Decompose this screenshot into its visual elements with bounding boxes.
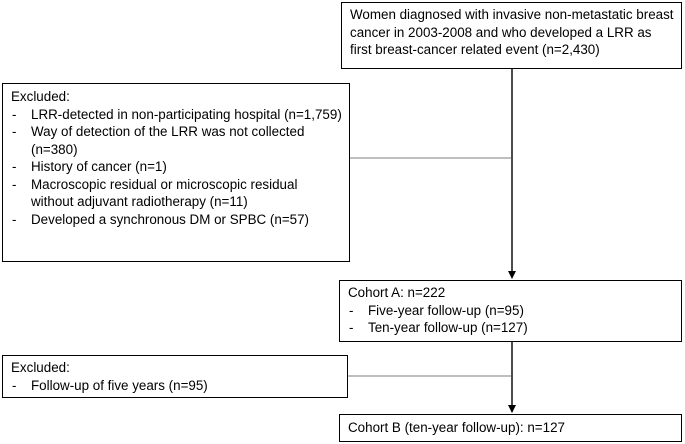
exclusion-item: - Developed a synchronous DM or SPBC (n=57) — [12, 211, 309, 227]
cohort-b-box — [339, 414, 682, 442]
exclusion-item: - Way of detection of the LRR was not collected (n=380) — [12, 124, 305, 157]
cohort-a-box — [339, 280, 682, 342]
exclusion-1-title: Excluded: — [11, 89, 70, 104]
population-text: Women diagnosed with invasive non-metastatic breast cancer in 2003-2008 and who developed a LRR as first breast-cancer related event (n=2,430) — [350, 7, 674, 57]
cohort-b-title: Cohort B (ten-year follow-up): n=127 — [348, 420, 565, 435]
exclusion-2-list — [11, 377, 341, 395]
exclusion-item: - Follow-up of five years (n=95) — [12, 377, 208, 393]
population-box — [341, 2, 682, 69]
exclusion-item: - History of cancer (n=1) — [12, 159, 167, 174]
cohort-a-title: Cohort A: n=222 — [348, 285, 446, 300]
exclusion-box-2 — [2, 355, 348, 398]
exclusion-item: - LRR-detected in non-participating hospital (n=1,759) — [12, 106, 342, 122]
exclusion-2-title: Excluded: — [11, 360, 70, 375]
exclusion-1-list — [11, 106, 343, 229]
exclusion-item: - Macroscopic residual or microscopic residual without adjuvant radiotherapy (n=11) — [12, 176, 298, 209]
cohort-a-item: - Ten-year follow-up (n=127) — [349, 320, 528, 335]
exclusion-box-1 — [2, 83, 350, 262]
cohort-a-list — [348, 302, 675, 337]
cohort-a-item: - Five-year follow-up (n=95) — [349, 302, 524, 318]
